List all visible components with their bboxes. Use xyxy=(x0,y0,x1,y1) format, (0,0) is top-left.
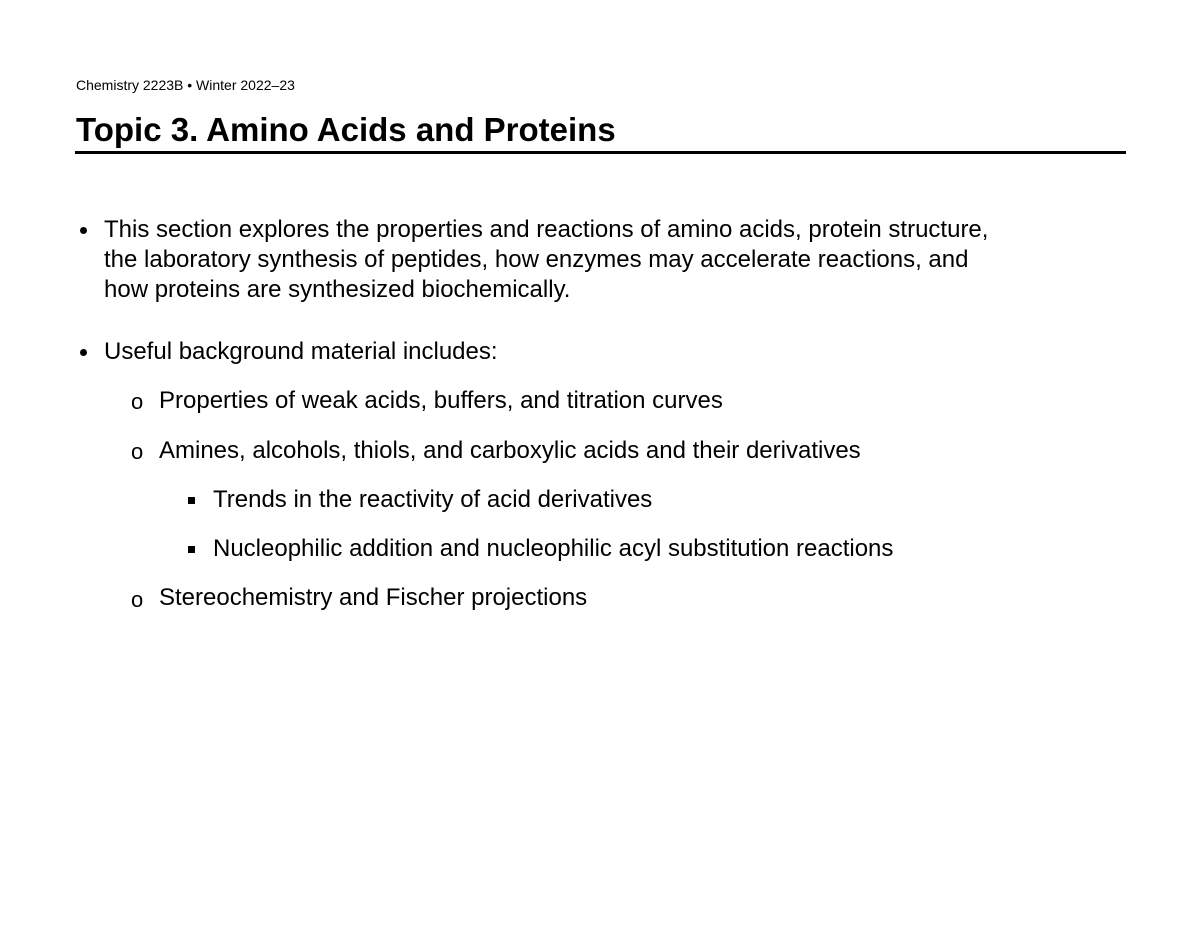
intro-line: This section explores the properties and reactions of amino acids, protein structure, xyxy=(104,216,989,243)
title-underline xyxy=(75,151,1126,154)
circle-bullet-icon: o xyxy=(131,587,144,612)
subsubitem-nucleophilic: Nucleophilic addition and nucleophilic acyl substitution reactions xyxy=(213,535,894,562)
circle-bullet-icon: o xyxy=(131,389,144,414)
bullet-item-intro xyxy=(104,215,988,305)
circle-bullet-icon: o xyxy=(131,439,144,464)
subitem-weak-acids: Properties of weak acids, buffers, and titration curves xyxy=(159,387,723,414)
intro-line: how proteins are synthesized biochemically. xyxy=(104,276,571,303)
bullet-dot-icon xyxy=(80,227,87,234)
square-bullet-icon xyxy=(188,497,195,504)
square-bullet-icon xyxy=(188,546,195,553)
subsubitem-trends: Trends in the reactivity of acid derivatives xyxy=(213,486,653,513)
course-header: Chemistry 2223B • Winter 2022–23 xyxy=(76,77,295,93)
bullet-dot-icon xyxy=(80,349,87,356)
bullet-item-background: Useful background material includes: xyxy=(104,338,498,365)
page-title: Topic 3. Amino Acids and Proteins xyxy=(76,111,616,148)
subitem-amines: Amines, alcohols, thiols, and carboxylic acids and their derivatives xyxy=(159,437,861,464)
subitem-stereochemistry: Stereochemistry and Fischer projections xyxy=(159,584,588,611)
intro-line: the laboratory synthesis of peptides, how enzymes may accelerate reactions, and xyxy=(104,246,969,273)
